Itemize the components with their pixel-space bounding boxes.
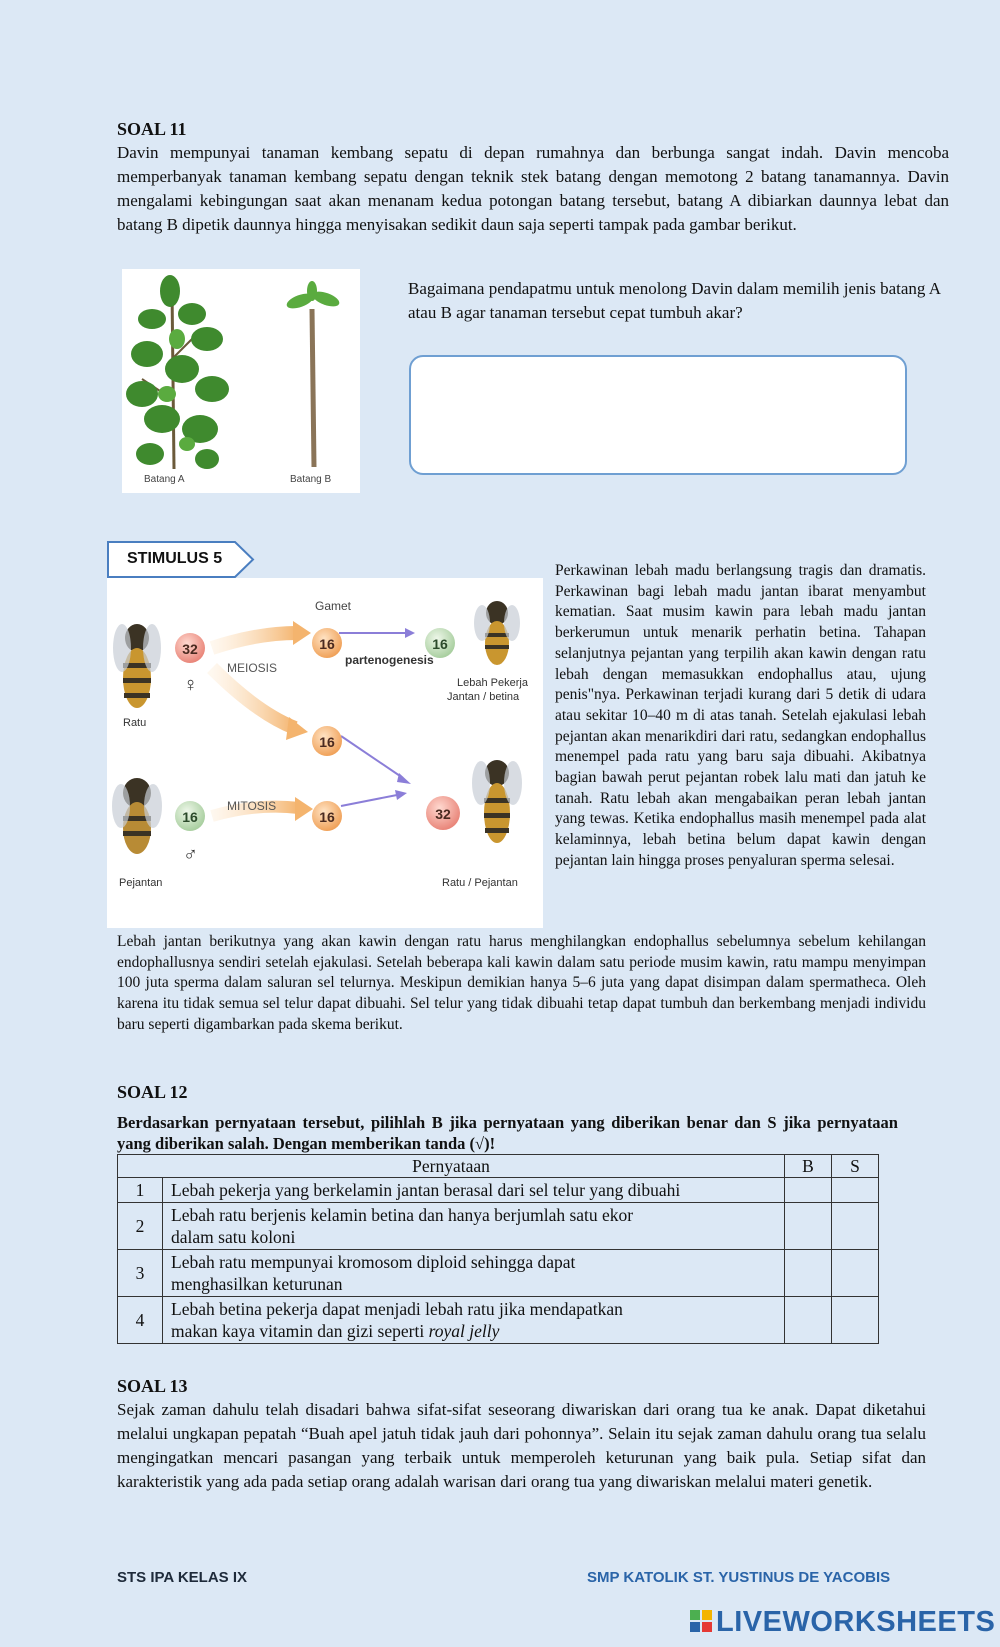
header-b: B [785, 1155, 832, 1178]
queen-bee-icon [113, 624, 161, 708]
stimulus-5-side-text: Perkawinan lebah madu berlangsung tragis dan dramatis. Perkawinan bagi lebah madu jantan ibarat menyambut kematian. Saat musim kawin para lebah madu jantan berkerumun untuk menarik perhatin betina. Tahapan selanjutnya pejantan yang terpilih akan kawin dengan ratu lebah dengan memasukkan endophallus atau, ujung penis"nya. Perkawinan terjadi kurang dari 5 detik di udara atau sekitar 10–40 m di atas tanah. Setelah ejakulasi lebah pejantan akan menarikdiri dari ratu, sedangkan endophallus menempel pada ratu yang baru saja dibuahi. Akibatnya bagian bawah perut pejantan robek lalu mati dan jatuh ke tanah. Ratu lebah akan mengabaikan peran lebah jantan yang tewas. Ketika endophallus masih menempel pada alat kelaminnya, lebah betina belum dapat kawin dengan pejantan lain hingga proses penyaluran sperma selesai. [555, 562, 926, 869]
diagram-16-worker: 16 [432, 636, 448, 652]
footer-left: STS IPA KELAS IX [117, 1569, 248, 1586]
stimulus-5-label: STIMULUS 5 [127, 550, 223, 567]
row-1-b-cell[interactable] [785, 1178, 832, 1203]
cutting-picture [122, 269, 360, 493]
table-header-row [118, 1155, 879, 1178]
footer-right: SMP KATOLIK ST. YUSTINUS DE YACOBIS [587, 1569, 891, 1586]
diagram-pejantan-label: Pejantan [119, 877, 163, 889]
row-3-b-cell[interactable] [785, 1250, 832, 1297]
row-1-s-cell[interactable] [832, 1178, 879, 1203]
diagram-lebah-pekerja-label: Lebah Pekerja [457, 677, 528, 689]
diagram-gamet-label: Gamet [315, 599, 352, 613]
diagram-16-male: 16 [182, 809, 198, 825]
bee-diagram-svg [107, 578, 543, 928]
row-statement-italic: royal jelly [428, 1321, 500, 1341]
liveworksheets-logo-text: LIVEWORKSHEETS [716, 1606, 996, 1638]
row-3-s-cell[interactable] [832, 1250, 879, 1297]
soal-12-instruction: Berdasarkan pernyataan tersebut, pilihlah B jika pernyataan yang diberikan benar dan S jika pernyataan yang diberikan salah. Dengan memberikan tanda (√)! [117, 1113, 898, 1153]
diagram-32-offspring: 32 [435, 806, 451, 822]
diagram-16-gamet-c: 16 [319, 809, 335, 825]
row-2-s-cell[interactable] [832, 1203, 879, 1250]
diagram-mitosis-label: MITOSIS [227, 799, 277, 813]
bee-reproduction-diagram [107, 578, 543, 928]
row-4-s-cell[interactable] [832, 1297, 879, 1344]
plant-cuttings-illustration [122, 269, 360, 493]
diagram-ratu-label: Ratu [123, 717, 147, 729]
diagram-jantan-betina-label: Jantan / betina [447, 691, 520, 703]
row-statement-text: Lebah betina pekerja dapat menjadi lebah ratu jika mendapatkan makan kaya vitamin dan gizi seperti [171, 1299, 623, 1341]
liveworksheets-logo-icon [690, 1610, 712, 1632]
diagram-partenogenesis-label: partenogenesis [345, 653, 434, 667]
soal-13-heading: SOAL 13 [117, 1376, 188, 1396]
stimulus-5-tag [107, 541, 255, 578]
row-number: 1 [118, 1178, 163, 1203]
table-row [118, 1297, 879, 1344]
soal-12-heading: SOAL 12 [117, 1082, 188, 1102]
diagram-32-queen: 32 [182, 641, 198, 657]
row-number: 4 [118, 1297, 163, 1344]
header-s: S [832, 1155, 879, 1178]
diagram-ratu-pejantan-label: Ratu / Pejantan [442, 877, 518, 889]
diagram-16-gamet-a: 16 [319, 636, 335, 652]
soal-11-heading: SOAL 11 [117, 119, 187, 139]
soal-11-paragraph: Davin mempunyai tanaman kembang sepatu di depan rumahnya dan berbunga sangat indah. Davin mencoba memperbanyak tanaman kembang sepatu dengan teknik stek batang dengan memotong 2 batang tanamannya. Davin mengalami kebingungan saat akan menanam kedua potongan batang tersebut, batang A dibiarkan daunnya lebat dan batang B dipetik daunnya hingga menyisakan sedikit daun saja seperti tampak pada gambar berikut. [117, 143, 949, 234]
table-row [118, 1250, 879, 1297]
statement-table [117, 1154, 879, 1344]
female-symbol: ♀ [183, 674, 198, 696]
liveworksheets-logo [690, 1606, 995, 1639]
row-number: 3 [118, 1250, 163, 1297]
male-bee-icon [112, 778, 162, 854]
table-row [118, 1178, 879, 1203]
row-statement: Lebah ratu mempunyai kromosom diploid sehingga dapat menghasilkan keturunan [163, 1250, 785, 1297]
row-statement: Lebah ratu berjenis kelamin betina dan hanya berjumlah satu ekor dalam satu koloni [163, 1203, 785, 1250]
worker-bee-icon [474, 601, 520, 665]
row-4-b-cell[interactable] [785, 1297, 832, 1344]
row-statement: Lebah pekerja yang berkelamin jantan berasal dari sel telur yang dibuahi [163, 1178, 785, 1203]
answer-box-soal-11[interactable] [409, 355, 907, 475]
diagram-meiosis-label: MEIOSIS [227, 661, 278, 675]
row-2-b-cell[interactable] [785, 1203, 832, 1250]
soal-11-question: Bagaimana pendapatmu untuk menolong Davin dalam memilih jenis batang A atau B agar tanaman tersebut cepat tumbuh akar? [408, 279, 941, 322]
header-statement: Pernyataan [118, 1155, 785, 1178]
offspring-bee-icon [472, 760, 522, 843]
diagram-16-gamet-b: 16 [319, 734, 335, 750]
batang-b-label: Batang B [290, 474, 332, 485]
stimulus-5-full-text: Lebah jantan berikutnya yang akan kawin dengan ratu harus menghilangkan endophallus sebelumnya sebelum kehilangan endophallusnya sendiri setelah ejakulasi. Setelah beberapa kali kawin dalam satu periode musim kawin, ratu mampu menyimpan 100 juta sperma dalam saluran sel telurnya. Meskipun demikian hanya 5–6 juta yang dapat disimpan dalam spermatheca. Oleh karena itu tidak semua sel telur dapat dibuahi. Sel telur yang tidak dibuahi tetap dapat tumbuh dan berkembang menjadi individu baru seperti digambarkan pada skema berikut. [117, 933, 926, 1033]
table-row [118, 1203, 879, 1250]
row-statement [163, 1297, 785, 1344]
soal-13-paragraph: Sejak zaman dahulu telah disadari bahwa sifat-sifat seseorang diwariskan dari orang tua ke anak. Dapat diketahui melalui ungkapan pepatah “Buah apel jatuh tidak jauh dari pohonnya”. Selain itu sejak zaman dahulu orang tua selalu mengingatkan mencari pasangan yang terbaik untuk memperoleh keturunan yang baik pula. Setiap sifat dan karakteristik yang ada pada setiap orang adalah warisan dari orang tua yang diwariskan melalui materi genetik. [117, 1400, 926, 1491]
row-number: 2 [118, 1203, 163, 1250]
batang-a-label: Batang A [144, 474, 185, 485]
male-symbol: ♂ [183, 844, 198, 866]
